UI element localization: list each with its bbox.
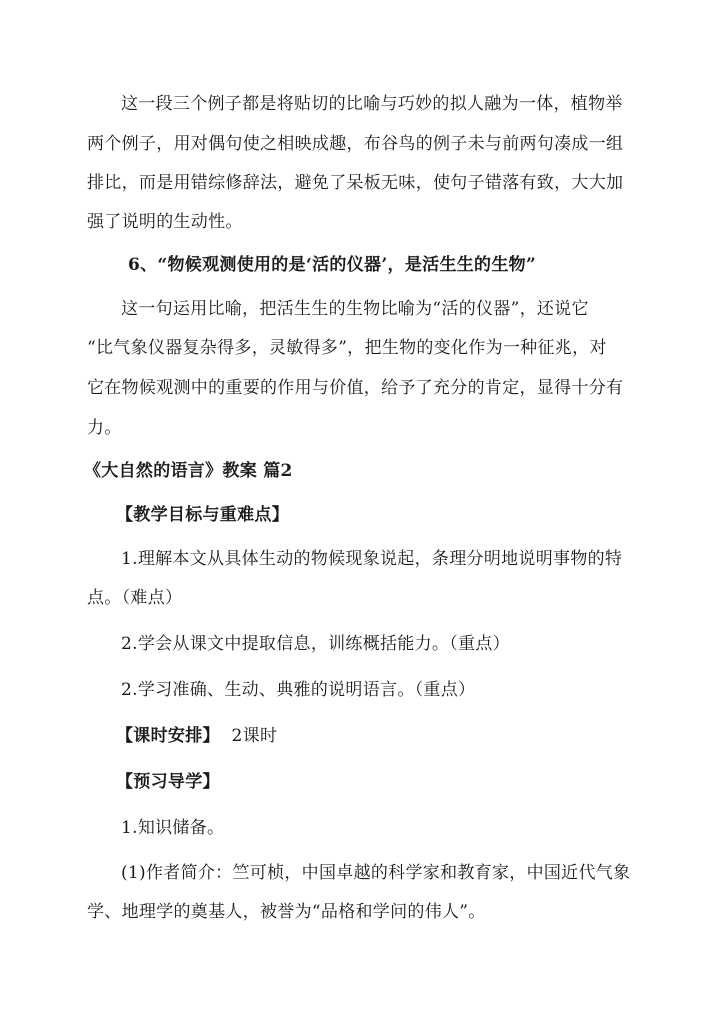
paragraph-line: 这一句运用比喻，把活生生的生物比喻为“活的仪器”，还说它 [121, 299, 589, 319]
section-title: 《大自然的语言》教案 篇2 [84, 461, 293, 481]
author-line: (1)作者简介：竺可桢，中国卓越的科学家和教育家，中国近代气象 [121, 863, 631, 883]
paragraph-line: 力。 [87, 418, 122, 438]
paragraph-line: 两个例子，用对偶句使之相映成趣，布谷鸟的例子未与前两句凑成一组 [87, 134, 624, 154]
goal-2: 2.学会从课文中提取信息，训练概括能力。（重点） [121, 634, 510, 654]
author-line: 学、地理学的奠基人，被誉为“品格和学问的伟人”。 [87, 902, 486, 922]
schedule-label: 【课时安排】 [116, 726, 220, 746]
goal-1-line: 1.理解本文从具体生动的物候现象说起，条理分明地说明事物的特 [121, 549, 623, 569]
preview-heading: 【预习导学】 [116, 772, 220, 792]
goal-3: 2.学习准确、生动、典雅的说明语言。（重点） [121, 680, 476, 700]
schedule-value: 2课时 [231, 726, 278, 746]
paragraph-line: 它在物候观测中的重要的作用与价值，给予了充分的肯定，显得十分有 [87, 378, 624, 398]
paragraph-line: 排比，而是用错综修辞法，避免了呆板无味，使句子错落有致，大大加 [87, 173, 624, 193]
knowledge-item: 1.知识储备。 [121, 818, 225, 838]
paragraph-line: 强了说明的生动性。 [87, 212, 243, 232]
paragraph-line: 这一段三个例子都是将贴切的比喻与巧妙的拟人融为一体，植物举 [121, 94, 623, 114]
paragraph-line: “比气象仪器复杂得多，灵敏得多”，把生物的变化作为一种征兆，对 [87, 338, 607, 358]
goal-1-line: 点。（难点） [87, 588, 183, 608]
section-heading-6: 6、“物候观测使用的是‘活的仪器’，是活生生的生物” [128, 255, 537, 275]
goals-heading: 【教学目标与重难点】 [116, 505, 289, 525]
schedule-row [116, 721, 277, 746]
